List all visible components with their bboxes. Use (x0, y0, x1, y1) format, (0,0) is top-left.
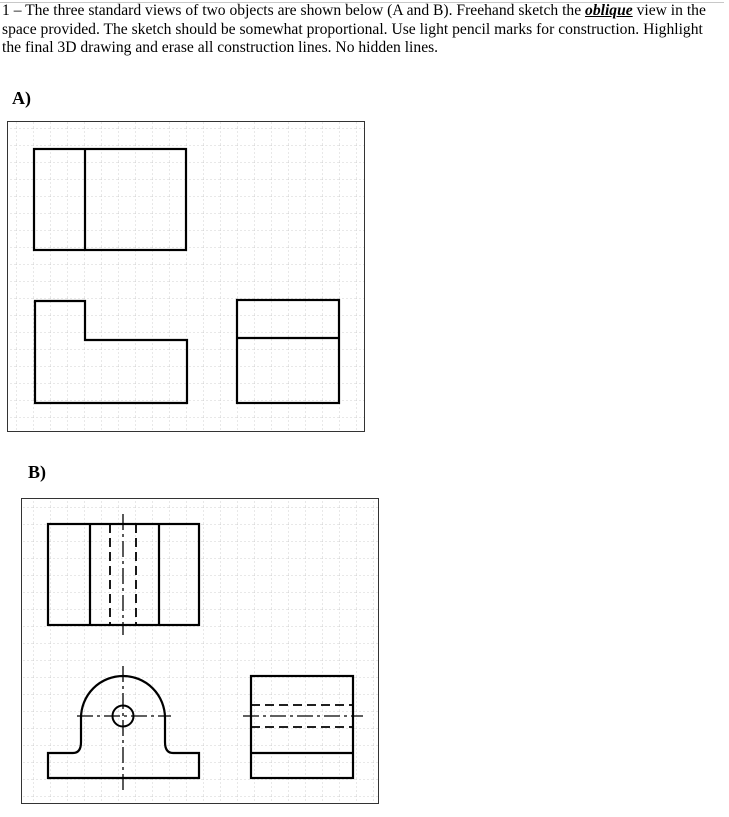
figure-a-drawing (7, 121, 365, 432)
instructions-part2: view in the space provided. The sketch should be somewhat proportional. Use light pencil marks for construction. Highlight the final 3D drawing and erase all construction lines. No hidden lines. (2, 2, 706, 56)
figure-b-drawing (21, 498, 379, 804)
figure-a-label: A) (12, 88, 31, 108)
instructions-part1: 1 – The three standard views of two objects are shown below (A and B). Freehand sketch the (2, 2, 586, 19)
instructions-emphasis: oblique (585, 2, 633, 19)
instructions-text (2, 2, 722, 58)
figure-b-label: B) (28, 462, 46, 482)
figure-a-panel (7, 121, 365, 432)
figure-b-panel (21, 498, 379, 804)
